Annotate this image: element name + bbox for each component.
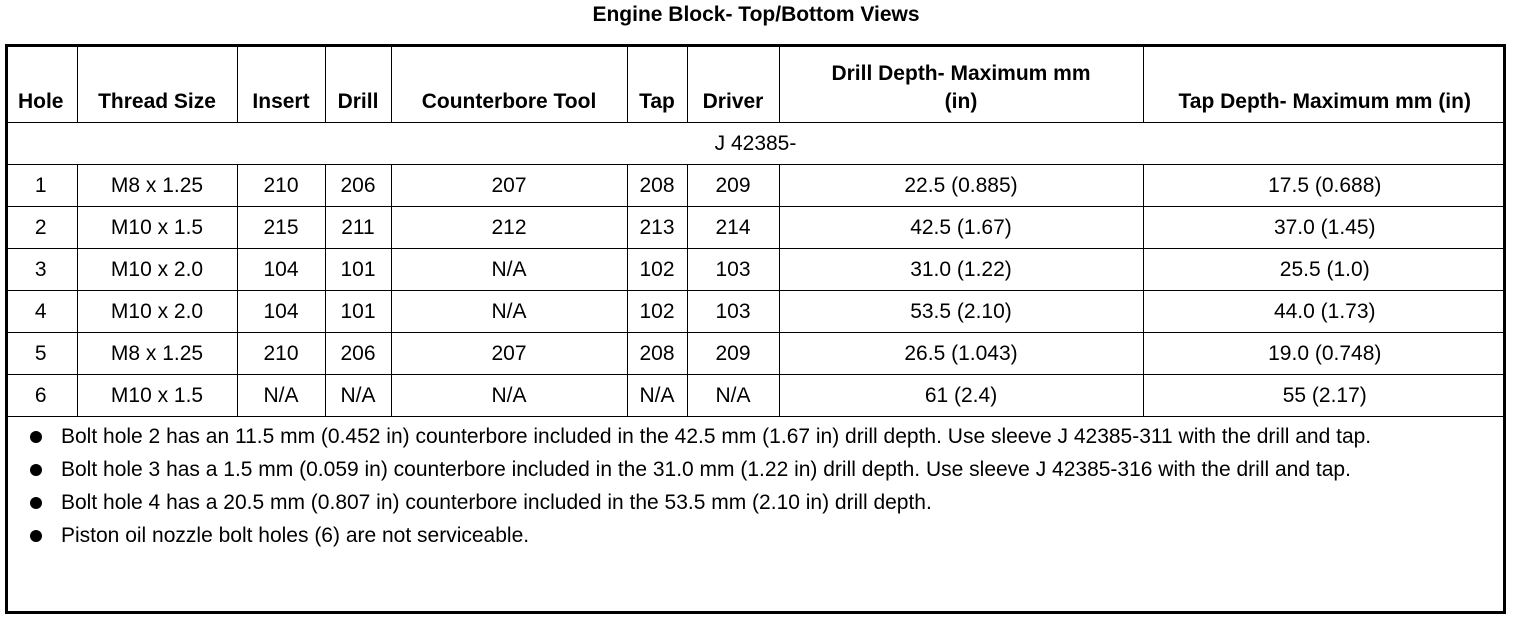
cell-hole: 4 bbox=[5, 291, 77, 333]
cell-hole: 2 bbox=[5, 207, 77, 249]
cell-drill: 211 bbox=[325, 207, 391, 249]
cell-thread-size: M8 x 1.25 bbox=[77, 333, 237, 375]
page-title: Engine Block- Top/Bottom Views bbox=[592, 3, 920, 26]
cell-drill-depth: 61 (2.4) bbox=[779, 375, 1143, 417]
cell-drill-depth: 31.0 (1.22) bbox=[779, 249, 1143, 291]
cell-driver: 209 bbox=[687, 165, 779, 207]
cell-tap-depth: 19.0 (0.748) bbox=[1143, 333, 1506, 375]
header-drill: Drill bbox=[325, 44, 391, 123]
cell-thread-size: M10 x 2.0 bbox=[77, 249, 237, 291]
cell-drill-depth: 22.5 (0.885) bbox=[779, 165, 1143, 207]
cell-drill: 101 bbox=[325, 291, 391, 333]
cell-tap: 102 bbox=[627, 249, 687, 291]
cell-driver: 103 bbox=[687, 291, 779, 333]
cell-tap-depth: 55 (2.17) bbox=[1143, 375, 1506, 417]
cell-driver: 209 bbox=[687, 333, 779, 375]
cell-thread-size: M8 x 1.25 bbox=[77, 165, 237, 207]
cell-counterbore-tool: N/A bbox=[391, 291, 627, 333]
note-text: Bolt hole 2 has an 11.5 mm (0.452 in) counterbore included in the 42.5 mm (1.67 in) drill depth. Use sleeve J 42385-311 with the drill and tap. bbox=[61, 425, 1372, 448]
cell-counterbore-tool: 212 bbox=[391, 207, 627, 249]
cell-tap: 208 bbox=[627, 165, 687, 207]
cell-hole: 1 bbox=[5, 165, 77, 207]
cell-tap-depth: 37.0 (1.45) bbox=[1143, 207, 1506, 249]
cell-driver: N/A bbox=[687, 375, 779, 417]
note-text: Bolt hole 3 has a 1.5 mm (0.059 in) counterbore included in the 31.0 mm (1.22 in) drill depth. Use sleeve J 42385-316 with the drill and tap. bbox=[61, 458, 1351, 481]
header-thread-size: Thread Size bbox=[77, 44, 237, 123]
header-tap: Tap bbox=[627, 44, 687, 123]
header-hole: Hole bbox=[5, 44, 77, 123]
cell-tap: 102 bbox=[627, 291, 687, 333]
cell-thread-size: M10 x 2.0 bbox=[77, 291, 237, 333]
cell-driver: 214 bbox=[687, 207, 779, 249]
cell-thread-size: M10 x 1.5 bbox=[77, 207, 237, 249]
cell-insert: 104 bbox=[237, 249, 325, 291]
cell-counterbore-tool: 207 bbox=[391, 333, 627, 375]
header-counterbore-tool: Counterbore Tool bbox=[391, 44, 627, 123]
cell-counterbore-tool: 207 bbox=[391, 165, 627, 207]
note-text: Bolt hole 4 has a 20.5 mm (0.807 in) counterbore included in the 53.5 mm (2.10 in) drill depth. bbox=[61, 491, 932, 514]
table-frame bbox=[5, 44, 1506, 614]
cell-drill-depth: 42.5 (1.67) bbox=[779, 207, 1143, 249]
header-insert: Insert bbox=[237, 44, 325, 123]
cell-hole: 6 bbox=[5, 375, 77, 417]
cell-insert: N/A bbox=[237, 375, 325, 417]
cell-tap: 213 bbox=[627, 207, 687, 249]
cell-drill-depth: 26.5 (1.043) bbox=[779, 333, 1143, 375]
cell-tap-depth: 44.0 (1.73) bbox=[1143, 291, 1506, 333]
cell-hole: 5 bbox=[5, 333, 77, 375]
cell-counterbore-tool: N/A bbox=[391, 375, 627, 417]
cell-insert: 215 bbox=[237, 207, 325, 249]
cell-drill-depth: 53.5 (2.10) bbox=[779, 291, 1143, 333]
header-tap-depth: Tap Depth- Maximum mm (in) bbox=[1143, 44, 1506, 123]
cell-driver: 103 bbox=[687, 249, 779, 291]
cell-tap: N/A bbox=[627, 375, 687, 417]
cell-thread-size: M10 x 1.5 bbox=[77, 375, 237, 417]
cell-hole: 3 bbox=[5, 249, 77, 291]
cell-insert: 210 bbox=[237, 333, 325, 375]
cell-drill: N/A bbox=[325, 375, 391, 417]
header-driver: Driver bbox=[687, 44, 779, 123]
cell-counterbore-tool: N/A bbox=[391, 249, 627, 291]
note-text: Piston oil nozzle bolt holes (6) are not serviceable. bbox=[61, 524, 530, 547]
cell-tap: 208 bbox=[627, 333, 687, 375]
group-label: J 42385- bbox=[5, 123, 1506, 165]
cell-tap-depth: 25.5 (1.0) bbox=[1143, 249, 1506, 291]
cell-insert: 210 bbox=[237, 165, 325, 207]
cell-drill: 206 bbox=[325, 165, 391, 207]
cell-drill: 101 bbox=[325, 249, 391, 291]
cell-insert: 104 bbox=[237, 291, 325, 333]
cell-drill: 206 bbox=[325, 333, 391, 375]
cell-tap-depth: 17.5 (0.688) bbox=[1143, 165, 1506, 207]
header-drill-depth: Drill Depth- Maximum mm (in) bbox=[779, 44, 1143, 123]
